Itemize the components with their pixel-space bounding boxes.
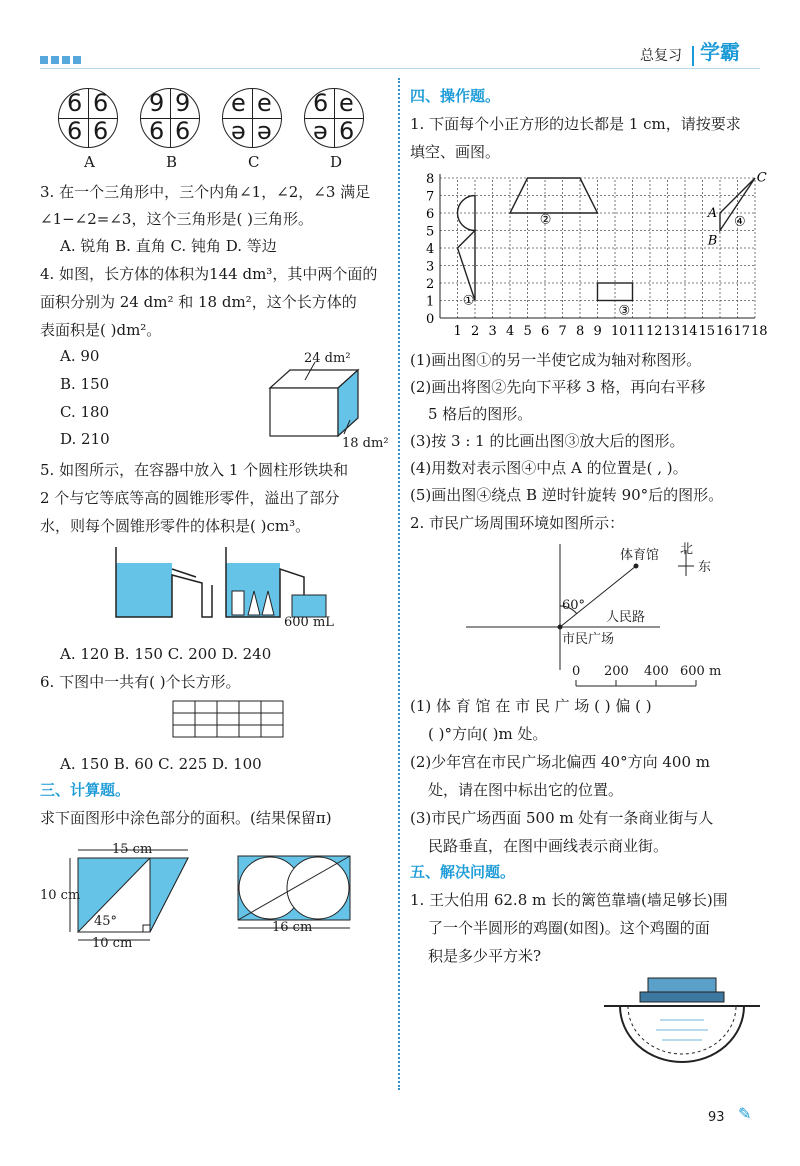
- s5-q1-line1: 1. 王大伯用 62.8 m 长的篱笆靠墙(墙足够长)围: [410, 891, 728, 909]
- x-tick-label: 18: [751, 324, 768, 339]
- q5-line1: 5. 如图所示，在容器中放入 1 个圆柱形铁块和: [40, 461, 349, 479]
- s5-q1-line2: 了一个半圆形的鸡圈(如图)。这个鸡圈的面: [428, 919, 710, 937]
- scale-600: 600 m: [680, 664, 722, 679]
- s4-q2-sub2: (2)少年宫在市民广场北偏西 40°方向 400 m: [410, 753, 710, 771]
- section-3-title: 三、计算题。: [40, 781, 131, 799]
- x-tick-label: 9: [593, 324, 602, 339]
- x-tick-label: 1: [453, 324, 462, 339]
- s4-q2-sub2b: 处，请在图中标出它的位置。: [428, 781, 624, 799]
- s4-q2-sub3b: 民路垂直，在图中画线表示商业街。: [428, 837, 669, 855]
- east-label: 东: [698, 560, 712, 575]
- fig1-top-label: 15 cm: [112, 842, 153, 857]
- s4-q1-line2: 填空、画图。: [410, 143, 501, 161]
- q3-line1: 3. 在一个三角形中，三个内角∠1，∠2，∠3 满足: [40, 183, 371, 201]
- page-number: 93: [708, 1110, 725, 1125]
- q6-line1: 6. 下图中一共有( )个长方形。: [40, 673, 241, 691]
- cuboid-top-label: 24 dm²: [304, 351, 351, 366]
- s4-sub3: (3)按 3 : 1 的比画出图③放大后的图形。: [410, 432, 685, 450]
- y-tick-label: 0: [426, 312, 435, 327]
- circle-a: 6 6 6 6: [58, 88, 118, 148]
- y-tick-label: 3: [426, 259, 435, 275]
- y-tick-label: 1: [426, 294, 435, 310]
- s4-sub2: (2)画出将图②先向下平移 3 格，再向右平移: [410, 378, 706, 396]
- y-tick-label: 5: [426, 224, 435, 240]
- s4-sub2b: 5 格后的图形。: [428, 405, 533, 423]
- q3-line2: ∠1−∠2=∠3，这个三角形是( )三角形。: [40, 210, 313, 228]
- cup-label: 600 mL: [284, 615, 334, 630]
- x-tick-label: 16: [716, 324, 733, 339]
- header-divider: [692, 46, 694, 66]
- x-tick-label: 8: [576, 324, 585, 339]
- s4-q1-line1: 1. 下面每个小正方形的边长都是 1 cm，请按要求: [410, 115, 741, 133]
- chicken-coop-figure: [600, 970, 765, 1070]
- pencil-icon: ✎: [738, 1104, 752, 1123]
- s4-sub4: (4)用数对表示图④中点 A 的位置是( , )。: [410, 459, 688, 477]
- circle-c: e e ə ə: [222, 88, 282, 148]
- x-tick-label: 14: [681, 324, 698, 339]
- fig2-bottom-label: 16 cm: [272, 920, 313, 935]
- q4-option-d: D. 210: [60, 430, 110, 448]
- q4-line2: 面积分别为 24 dm² 和 18 dm²，这个长方体的: [40, 293, 357, 311]
- q3-options: A. 锐角 B. 直角 C. 钝角 D. 等边: [60, 237, 277, 255]
- coordinate-grid: [420, 168, 768, 339]
- road-label: 人民路: [606, 610, 646, 625]
- q6-options: A. 150 B. 60 C. 225 D. 100: [60, 755, 262, 773]
- option-label-d: D: [330, 153, 343, 171]
- s5-q1-line3: 积是多少平方米?: [428, 947, 542, 965]
- q4-line1: 4. 如图，长方体的体积为144 dm³，其中两个面的: [40, 265, 378, 283]
- fig1-angle-label: 45°: [94, 914, 118, 929]
- label-fig3: ③: [618, 303, 631, 319]
- section-4-title: 四、操作题。: [410, 87, 501, 105]
- column-divider: [398, 78, 400, 1090]
- option-label-a: A: [84, 153, 95, 171]
- north-label: 北: [680, 542, 694, 557]
- x-tick-label: 6: [541, 324, 550, 339]
- q4-line3: 表面积是( )dm²。: [40, 321, 162, 339]
- section-3-instruction: 求下面图形中涂色部分的面积。(结果保留π): [40, 809, 332, 827]
- s4-q2-sub1: (1) 体 育 馆 在 市 民 广 场 ( ) 偏 ( ): [410, 697, 652, 715]
- cuboid-side-label: 18 dm²: [342, 436, 389, 451]
- header-decoration: [40, 50, 84, 68]
- plaza-label: 市民广场: [562, 632, 615, 647]
- y-tick-label: 4: [426, 242, 435, 257]
- fig1-left-label: 10 cm: [40, 888, 81, 903]
- x-tick-label: 7: [558, 324, 567, 339]
- scale-200: 200: [604, 664, 629, 679]
- scale-0: 0: [572, 664, 581, 679]
- option-label-b: B: [166, 153, 178, 171]
- x-tick-label: 13: [663, 324, 681, 339]
- label-fig2: ②: [539, 212, 552, 228]
- s4-sub1: (1)画出图①的另一半使它成为轴对称图形。: [410, 351, 702, 369]
- stadium-label: 体育馆: [620, 548, 660, 563]
- y-tick-label: 7: [426, 189, 435, 205]
- brand-logo: 学霸: [700, 40, 740, 64]
- circle-b: 9 9 6 6: [140, 88, 200, 148]
- s4-sub5: (5)画出图④绕点 B 逆时针旋转 90°后的图形。: [410, 486, 724, 504]
- y-tick-label: 2: [426, 277, 435, 292]
- x-tick-label: 10: [611, 324, 628, 339]
- rectangle-grid-figure: [172, 700, 284, 740]
- y-tick-label: 8: [426, 172, 435, 187]
- x-tick-label: 15: [698, 324, 716, 339]
- q5-line2: 2 个与它等底等高的圆锥形零件，溢出了部分: [40, 489, 340, 507]
- q5-options: A. 120 B. 150 C. 200 D. 240: [60, 645, 272, 663]
- x-tick-label: 2: [471, 324, 480, 339]
- point-a-label: A: [707, 206, 718, 221]
- option-label-c: C: [248, 153, 260, 171]
- x-tick-label: 11: [628, 324, 646, 339]
- scale-400: 400: [644, 664, 669, 679]
- header-rule: [40, 68, 760, 69]
- section-5-title: 五、解决问题。: [410, 863, 516, 881]
- s4-q2-sub3: (3)市民广场西面 500 m 处有一条商业街与人: [410, 809, 714, 827]
- x-tick-label: 5: [523, 324, 532, 339]
- y-tick-label: 6: [426, 207, 435, 222]
- label-fig1: ①: [462, 293, 475, 309]
- s4-q2-line1: 2. 市民广场周围环境如图所示：: [410, 514, 625, 532]
- q4-option-a: A. 90: [60, 347, 100, 365]
- q4-option-c: C. 180: [60, 403, 110, 421]
- label-fig4: ④: [734, 214, 746, 230]
- point-b-label: B: [707, 233, 718, 249]
- x-tick-label: 3: [488, 324, 497, 339]
- x-tick-label: 12: [646, 324, 663, 339]
- point-c-label: C: [756, 170, 767, 186]
- circle-d: 6 e ə 6: [304, 88, 364, 148]
- q4-option-b: B. 150: [60, 375, 110, 393]
- angle-label: 60°: [562, 598, 586, 613]
- header-section: 总复习: [640, 48, 682, 64]
- s4-q2-sub1b: ( )°方向( )m 处。: [428, 725, 548, 743]
- q5-line3: 水，则每个圆锥形零件的体积是( )cm³。: [40, 517, 311, 535]
- shaded-area-figures: [40, 836, 380, 952]
- x-tick-label: 4: [506, 324, 515, 339]
- x-tick-label: 17: [733, 324, 751, 339]
- fig1-bottom-label: 10 cm: [92, 936, 133, 951]
